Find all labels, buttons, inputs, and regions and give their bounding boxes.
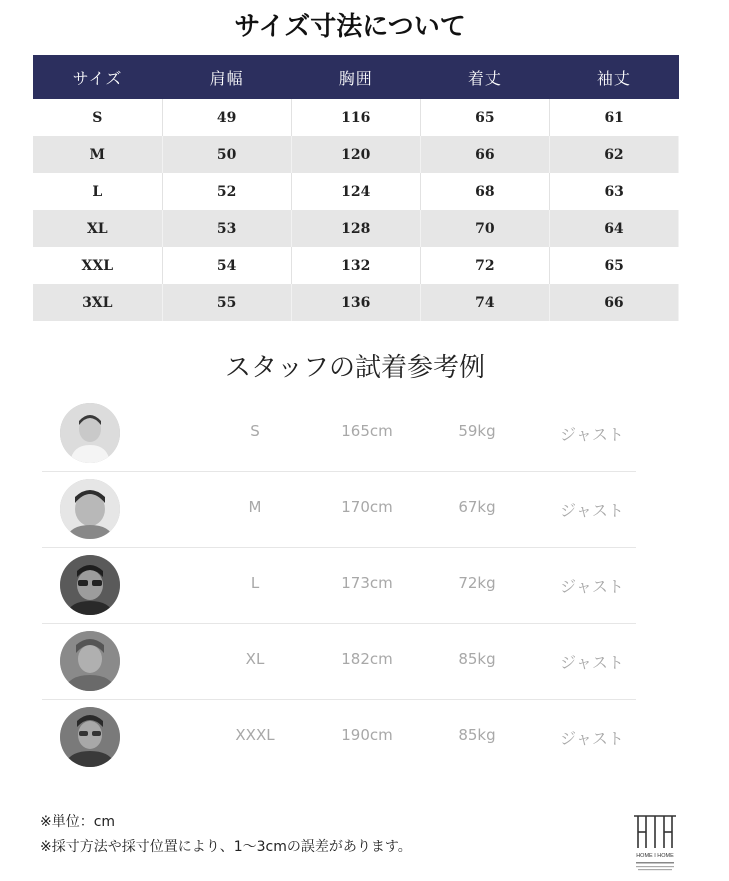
staff-avatar	[60, 631, 120, 691]
staff-size: M	[248, 498, 262, 516]
staff-avatar	[60, 479, 120, 539]
table-cell: M	[33, 136, 162, 173]
staff-weight: 59kg	[458, 422, 496, 440]
table-cell: 72	[420, 247, 549, 284]
table-cell: 66	[549, 284, 678, 321]
header-sleeve: 袖丈	[549, 55, 678, 99]
table-cell: XXL	[33, 247, 162, 284]
table-cell: 54	[162, 247, 291, 284]
staff-size: XXXL	[235, 726, 275, 744]
disclaimer-note: ※採寸方法や採寸位置により、1～3cmの誤差があります。	[40, 839, 412, 855]
staff-avatar	[60, 555, 120, 615]
table-cell: 3XL	[33, 284, 162, 321]
header-length: 着丈	[420, 55, 549, 99]
staff-fit: ジャスト	[560, 501, 624, 520]
table-cell: 74	[420, 284, 549, 321]
staff-fitting-title: スタッフの試着参考例	[224, 353, 485, 383]
table-cell: 124	[291, 173, 420, 210]
table-cell: 136	[291, 284, 420, 321]
header-shoulder: 肩幅	[162, 55, 291, 99]
table-cell: 49	[162, 99, 291, 136]
staff-height: 190cm	[341, 726, 393, 744]
table-cell: 50	[162, 136, 291, 173]
staff-avatar	[60, 707, 120, 767]
table-cell: 61	[549, 99, 678, 136]
table-cell: 116	[291, 99, 420, 136]
staff-size: S	[250, 422, 260, 440]
staff-weight: 72kg	[458, 574, 496, 592]
table-cell: 64	[549, 210, 678, 247]
table-cell: XL	[33, 210, 162, 247]
staff-fit: ジャスト	[560, 729, 624, 748]
staff-fit: ジャスト	[560, 653, 624, 672]
staff-height: 182cm	[341, 650, 393, 668]
table-cell: 65	[420, 99, 549, 136]
size-chart-title: サイズ寸法について	[234, 12, 466, 42]
list-item	[42, 700, 636, 775]
table-cell: S	[33, 99, 162, 136]
table-cell: 68	[420, 173, 549, 210]
logo-text: HOME I HOME	[636, 853, 674, 859]
table-cell: 70	[420, 210, 549, 247]
list-item	[42, 472, 636, 548]
unit-note: ※単位：cm	[40, 814, 116, 830]
table-cell: L	[33, 173, 162, 210]
list-item	[42, 548, 636, 624]
table-cell: 132	[291, 247, 420, 284]
staff-height: 165cm	[341, 422, 393, 440]
table-cell: 65	[549, 247, 678, 284]
table-row	[33, 210, 679, 247]
table-row	[33, 136, 679, 173]
header-size: サイズ	[33, 55, 162, 99]
brand-logo	[632, 814, 678, 874]
table-cell: 120	[291, 136, 420, 173]
staff-fitting-list	[42, 396, 636, 775]
staff-weight: 85kg	[458, 650, 496, 668]
header-chest: 胸囲	[291, 55, 420, 99]
table-row	[33, 99, 679, 136]
table-row	[33, 284, 679, 321]
staff-height: 170cm	[341, 498, 393, 516]
table-cell: 62	[549, 136, 678, 173]
staff-weight: 67kg	[458, 498, 496, 516]
staff-fit: ジャスト	[560, 577, 624, 596]
size-chart-header-row	[33, 55, 679, 99]
staff-height: 173cm	[341, 574, 393, 592]
list-item	[42, 624, 636, 700]
table-cell: 55	[162, 284, 291, 321]
staff-fit: ジャスト	[560, 425, 624, 444]
staff-size: XL	[245, 650, 265, 668]
table-cell: 63	[549, 173, 678, 210]
staff-avatar	[60, 403, 120, 463]
table-cell: 52	[162, 173, 291, 210]
table-cell: 66	[420, 136, 549, 173]
staff-weight: 85kg	[458, 726, 496, 744]
table-cell: 128	[291, 210, 420, 247]
list-item	[42, 396, 636, 472]
size-chart-table	[33, 55, 679, 321]
table-row	[33, 247, 679, 284]
table-cell: 53	[162, 210, 291, 247]
staff-size: L	[250, 574, 260, 592]
table-row	[33, 173, 679, 210]
